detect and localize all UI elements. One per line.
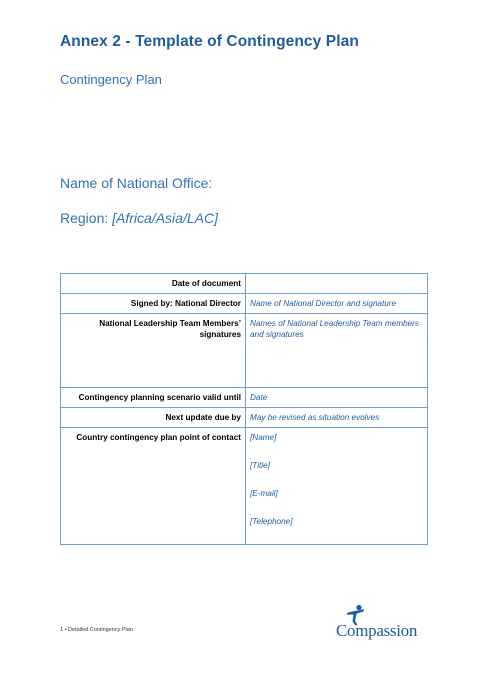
region-line xyxy=(60,210,218,226)
row-label: Signed by: National Director xyxy=(61,294,246,314)
row-label: National Leadership Team Members’ signatures xyxy=(61,314,246,388)
contact-values xyxy=(246,428,428,545)
contact-email: [E-mail] xyxy=(250,489,278,498)
contact-title: [Title] xyxy=(250,461,270,470)
compassion-logo xyxy=(336,604,436,644)
page-footer: 1 • Detailed Contingency Plan xyxy=(60,627,133,633)
contact-telephone: [Telephone] xyxy=(250,517,293,526)
row-value: Names of National Leadership Team members and signatures xyxy=(246,314,428,388)
row-value xyxy=(246,274,428,294)
table-row xyxy=(61,428,428,545)
compassion-logo-text: Compassion xyxy=(336,621,418,640)
document-heading: Annex 2 - Template of Contingency Plan xyxy=(60,33,359,50)
office-label: Name of National Office: xyxy=(60,175,213,191)
document-subheading: Contingency Plan xyxy=(60,72,162,87)
row-value: Date xyxy=(246,388,428,408)
region-value: [Africa/Asia/LAC] xyxy=(112,210,218,226)
contact-name: [Name] xyxy=(250,433,277,442)
row-label: Contingency planning scenario valid until xyxy=(61,388,246,408)
row-label: Country contingency plan point of contact xyxy=(61,428,246,545)
table-row xyxy=(61,274,428,294)
region-label: Region: xyxy=(60,210,113,226)
info-table xyxy=(60,273,428,545)
row-value: May be revised as situation evolves xyxy=(246,408,428,428)
table-row xyxy=(61,314,428,388)
table-row xyxy=(61,408,428,428)
table-row xyxy=(61,388,428,408)
row-value: Name of National Director and signature xyxy=(246,294,428,314)
row-label: Next update due by xyxy=(61,408,246,428)
table-row xyxy=(61,294,428,314)
row-label: Date of document xyxy=(61,274,246,294)
